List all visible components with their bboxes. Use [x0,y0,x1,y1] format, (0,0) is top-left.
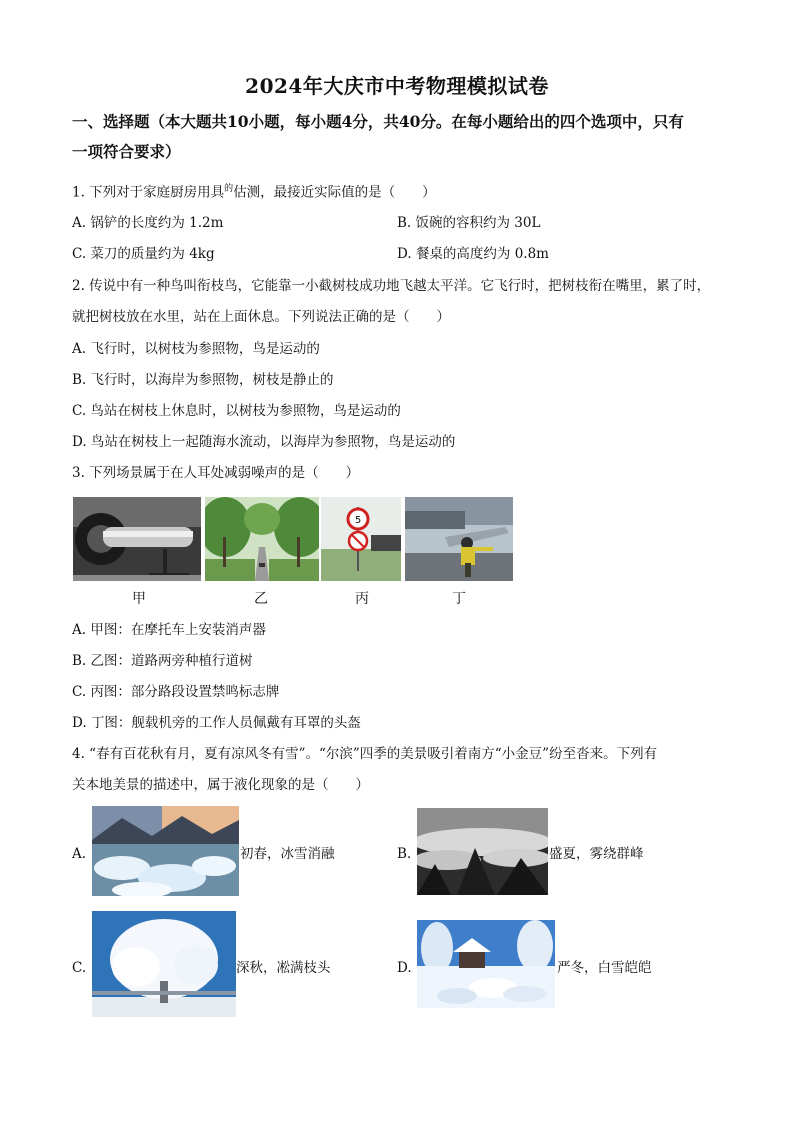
image-label-jia: 甲 [132,591,146,607]
q3-option-b[interactable]: B. 乙图：道路两旁种植行道树 [72,653,253,669]
carrier-deck-crew-photo [405,497,513,581]
q1-option-a[interactable]: A. 锅铲的长度约为 1.2m [72,215,224,231]
q2-stem-line2: 就把树枝放在水里，站在上面休息。下列说法正确的是（ ） [72,309,450,325]
q1-stem-sup: 的 [224,184,234,194]
q4-option-d-text[interactable]: 严冬，白雪皑皑 [557,960,652,976]
tree-lined-road-photo [205,497,319,581]
melting-ice-photo [92,806,239,896]
section-heading-line2: 一项符合要求） [72,142,181,161]
q1-option-c[interactable]: C. 菜刀的质量约为 4kg [72,246,215,262]
q3-stem: 3. 下列场景属于在人耳处减弱噪声的是（ ） [72,465,360,481]
q4-option-c-text[interactable]: 深秋，凇满枝头 [236,960,331,976]
q4-option-a-letter[interactable]: A. [72,846,87,862]
section-heading [72,107,732,167]
q3-option-a[interactable]: A. 甲图：在摩托车上安装消声器 [72,622,266,638]
q1-option-b[interactable]: B. 饭碗的容积约为 30L [397,215,541,231]
no-honking-sign-photo [321,497,401,581]
image-label-bing: 丙 [355,591,369,607]
snow-house-photo [417,920,555,1008]
section-heading-line1: 一、选择题（本大题共10小题，每小题4分，共40分。在每小题给出的四个选项中，只有 [72,112,684,131]
q1-stem: 1. 下列对于家庭厨房用具$^的$估测，最接近实际值的是（ ） [72,184,436,201]
q4-stem-line2: 关本地美景的描述中，属于液化现象的是（ ） [72,777,369,793]
q2-option-b[interactable]: B. 飞行时，以海岸为参照物，树枝是静止的 [72,372,334,388]
motorcycle-muffler-photo [73,497,201,581]
q4-stem-line1: 4. “春有百花秋有月，夏有凉风冬有雪”。“尔滨”四季的美景吸引着南方“小金豆”纷至沓来。下列有 [72,746,658,762]
q4-option-c-letter[interactable]: C. [72,960,87,976]
image-label-yi: 乙 [254,591,268,607]
q2-option-d[interactable]: D. 鸟站在树枝上一起随海水流动，以海岸为参照物，鸟是运动的 [72,434,456,450]
svg-text:5: 5 [354,515,362,526]
q1-option-d[interactable]: D. 餐桌的高度约为 0.8m [397,246,549,262]
q2-option-c[interactable]: C. 鸟站在树枝上休息时，以树枝为参照物，鸟是运动的 [72,403,401,419]
q3-option-d[interactable]: D. 丁图：舰载机旁的工作人员佩戴有耳罩的头盔 [72,715,361,731]
q3-option-c[interactable]: C. 丙图：部分路段设置禁鸣标志牌 [72,684,280,700]
q4-option-a-text[interactable]: 初春，冰雪消融 [240,846,335,862]
q2-option-a[interactable]: A. 飞行时，以树枝为参照物，鸟是运动的 [72,341,320,357]
q4-option-b-letter[interactable]: B. [397,846,412,862]
q4-option-b-text[interactable]: 盛夏，雾绕群峰 [549,846,644,862]
image-label-ding: 丁 [452,591,466,607]
rime-tree-photo [92,911,236,1017]
q4-option-d-letter[interactable]: D. [397,960,412,976]
q2-stem-line1: 2. 传说中有一种鸟叫衔枝鸟，它能靠一小截树枝成功地飞越太平洋。它飞行时，把树枝衔在嘴里，累了时， [72,278,711,294]
page-title: 2024年大庆市中考物理模拟试卷 [245,74,549,98]
fog-mountains-photo [417,808,548,895]
